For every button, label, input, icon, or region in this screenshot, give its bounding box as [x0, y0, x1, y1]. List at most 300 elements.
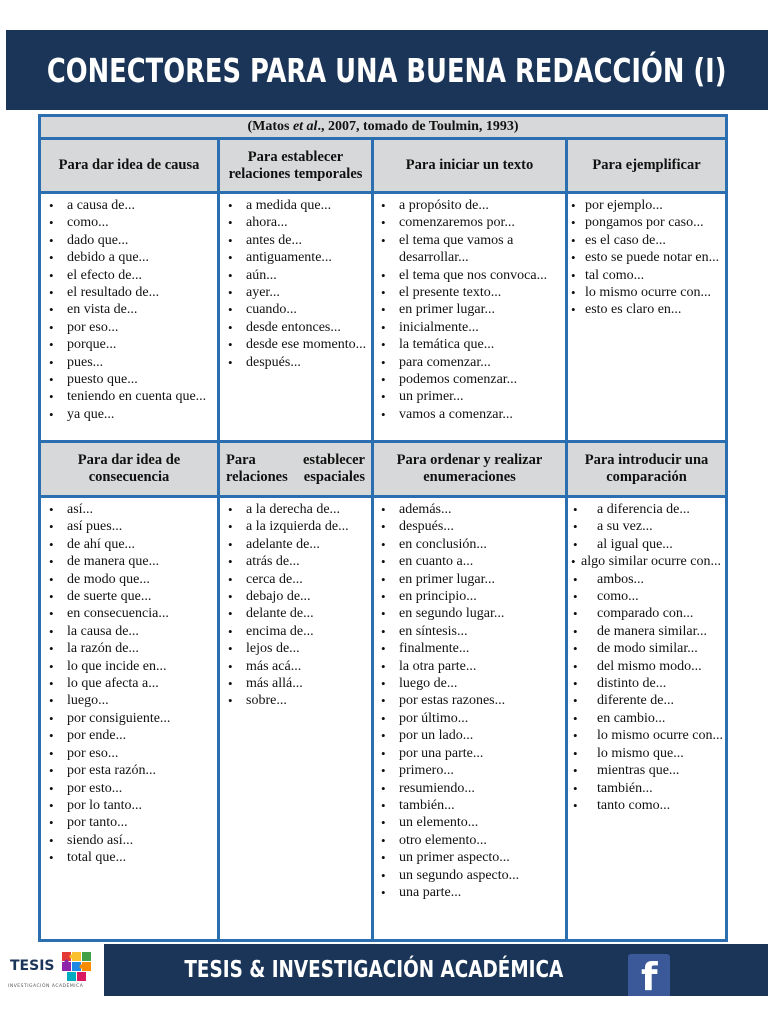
- list-item: [45, 727, 215, 744]
- list-item-text: lo mismo ocurre con...: [585, 285, 711, 301]
- list-item-text: luego...: [67, 693, 109, 709]
- bullet-icon: •: [49, 302, 54, 318]
- list-item-text: inicialmente...: [399, 319, 479, 335]
- list-item: [569, 797, 723, 814]
- list-item-text: de modo similar...: [597, 641, 698, 657]
- list-item: [377, 388, 563, 405]
- list-item-text: en consecuencia...: [67, 606, 169, 622]
- list-item-text: al igual que...: [597, 536, 673, 552]
- list-item-text: el tema que vamos a desarrollar...: [399, 232, 514, 266]
- bullet-icon: •: [571, 198, 576, 213]
- bullet-icon: •: [49, 215, 54, 231]
- bullet-icon: •: [381, 267, 386, 283]
- list-item-text: una parte...: [399, 884, 462, 900]
- list-item-text: resumiendo...: [399, 780, 475, 796]
- bullet-icon: •: [381, 710, 386, 726]
- list-item: [45, 284, 215, 301]
- bullet-icon: •: [381, 658, 386, 674]
- list-item-text: ahora...: [246, 215, 288, 231]
- list-item-text: lo mismo que...: [597, 745, 684, 761]
- logo-subtitle: INVESTIGACIÓN ACADÉMICA: [8, 984, 84, 989]
- puzzle-logo-icon: [60, 950, 96, 984]
- bullet-icon: •: [49, 285, 54, 301]
- bullet-icon: •: [573, 763, 578, 779]
- list-item-text: podemos comenzar...: [399, 372, 518, 388]
- list-item-text: porque...: [67, 337, 117, 353]
- list-item-text: debajo de...: [246, 589, 311, 605]
- bullet-icon: •: [49, 337, 54, 353]
- list-item: [45, 623, 215, 640]
- list-item-text: además...: [399, 502, 452, 517]
- bullet-icon: •: [573, 745, 578, 761]
- bullet-icon: •: [573, 658, 578, 674]
- bullet-icon: •: [381, 884, 386, 900]
- list-item-text: más allá...: [246, 676, 303, 692]
- list-item: [569, 197, 723, 214]
- bullet-icon: •: [381, 832, 386, 848]
- bullet-icon: •: [49, 606, 54, 622]
- list-item-text: el efecto de...: [67, 267, 143, 283]
- header-comparacion: Para introducir una comparación: [568, 443, 725, 495]
- list-item: [569, 640, 723, 657]
- connectors-table: [38, 114, 728, 942]
- list-item-text: por consiguiente...: [67, 710, 171, 726]
- bullet-icon: •: [49, 815, 54, 831]
- list-item: [45, 849, 215, 866]
- list-item: [377, 354, 563, 371]
- list-item-text: por último...: [399, 710, 469, 726]
- list-item-text: en segundo lugar...: [399, 606, 505, 622]
- list-item-text: así...: [67, 502, 94, 517]
- list-item-text: puesto que...: [67, 372, 138, 388]
- list-item-text: desde entonces...: [246, 319, 341, 335]
- list-item: [569, 214, 723, 231]
- list-item-text: en vista de...: [67, 302, 138, 318]
- list-item: [224, 692, 369, 709]
- list-item: [224, 623, 369, 640]
- list-item: [569, 710, 723, 727]
- footer-title-text: TESIS & INVESTIGACIÓN ACADÉMICA: [184, 957, 564, 983]
- page-title: CONECTORES PARA UNA BUENA REDACCIÓN (I): [47, 50, 727, 90]
- list-item: [45, 797, 215, 814]
- column-divider: [217, 137, 220, 939]
- bullet-icon: •: [381, 372, 386, 388]
- list-item: [377, 197, 563, 214]
- list-item-text: por ejemplo...: [585, 198, 663, 213]
- list-item: [377, 553, 563, 570]
- list-item: [224, 354, 369, 371]
- bullet-icon: •: [381, 519, 386, 535]
- bullet-icon: •: [381, 623, 386, 639]
- list-item-text: por lo tanto...: [67, 797, 143, 813]
- list-item-text: como...: [597, 589, 639, 605]
- citation: [41, 117, 725, 139]
- bullet-icon: •: [573, 589, 578, 605]
- list-item-text: ayer...: [246, 285, 280, 301]
- bullet-icon: •: [573, 780, 578, 796]
- list-item-text: en conclusión...: [399, 536, 487, 552]
- citation-italic: et al: [292, 119, 318, 134]
- list-item-text: otro elemento...: [399, 832, 487, 848]
- list-item: [45, 518, 215, 535]
- list-item: [377, 727, 563, 744]
- list-item-text: comenzaremos por...: [399, 215, 515, 231]
- bullet-icon: •: [49, 232, 54, 248]
- bullet-icon: •: [49, 797, 54, 813]
- bullet-icon: •: [49, 780, 54, 796]
- bullet-icon: •: [49, 519, 54, 535]
- header-enumeraciones: Para ordenar y realizar enumeraciones: [374, 443, 565, 495]
- header-espaciales: Para establecer relaciones espaciales: [220, 443, 371, 495]
- list-item-text: lo que afecta a...: [67, 676, 159, 692]
- list-item: [377, 371, 563, 388]
- list-item: [224, 553, 369, 570]
- list-item: [569, 588, 723, 605]
- bullet-icon: •: [381, 850, 386, 866]
- row-divider: [41, 495, 725, 498]
- list-item-text: antiguamente...: [246, 250, 332, 266]
- bullet-icon: •: [228, 536, 233, 552]
- list-item: [377, 232, 563, 267]
- list-item-text: la razón de...: [67, 641, 139, 657]
- list-item: [224, 197, 369, 214]
- list-item: [569, 518, 723, 535]
- list-item: [377, 884, 563, 901]
- bullet-icon: •: [381, 780, 386, 796]
- list-item: [224, 336, 369, 353]
- list-item: [45, 301, 215, 318]
- list-item-text: lo que incide en...: [67, 658, 167, 674]
- list-item-text: a su vez...: [597, 519, 653, 535]
- bullet-icon: •: [49, 502, 54, 517]
- list-item: [224, 249, 369, 266]
- list-item: [224, 536, 369, 553]
- bullet-icon: •: [228, 693, 233, 709]
- list-iniciar: [377, 197, 563, 423]
- list-item-text: más acá...: [246, 658, 302, 674]
- bullet-icon: •: [573, 728, 578, 744]
- list-item-text: un primer aspecto...: [399, 850, 510, 866]
- bullet-icon: •: [228, 502, 233, 517]
- list-item: [377, 762, 563, 779]
- list-item: [377, 640, 563, 657]
- list-item-text: antes de...: [246, 232, 302, 248]
- bullet-icon: •: [381, 745, 386, 761]
- list-item-text: comparado con...: [597, 606, 694, 622]
- bullet-icon: •: [573, 519, 578, 535]
- list-item: [569, 232, 723, 249]
- list-item: [377, 214, 563, 231]
- list-item-text: adelante de...: [246, 536, 320, 552]
- list-item: [224, 232, 369, 249]
- list-item-text: luego de...: [399, 676, 458, 692]
- list-item: [45, 536, 215, 553]
- list-item: [224, 675, 369, 692]
- list-item: [224, 640, 369, 657]
- bullet-icon: •: [573, 606, 578, 622]
- list-item: [45, 780, 215, 797]
- bullet-icon: •: [571, 215, 576, 231]
- facebook-glyph: f: [641, 955, 658, 999]
- bullet-icon: •: [49, 763, 54, 779]
- list-item-text: de ahí que...: [67, 536, 136, 552]
- bullet-icon: •: [573, 693, 578, 709]
- list-item-text: delante de...: [246, 606, 314, 622]
- list-item-text: de manera que...: [67, 554, 160, 570]
- list-item: [45, 605, 215, 622]
- list-item: [377, 832, 563, 849]
- bullet-icon: •: [573, 571, 578, 587]
- list-item: [569, 553, 723, 570]
- list-temporales: [224, 197, 369, 371]
- bullet-icon: •: [49, 623, 54, 639]
- bullet-icon: •: [381, 589, 386, 605]
- bullet-icon: •: [49, 536, 54, 552]
- list-item-text: aún...: [246, 267, 277, 283]
- list-item-text: en cuanto a...: [399, 554, 474, 570]
- list-item: [45, 553, 215, 570]
- bullet-icon: •: [381, 285, 386, 301]
- bullet-icon: •: [571, 250, 576, 266]
- bullet-icon: •: [49, 745, 54, 761]
- header-temporales: Para establecer relaciones temporales: [220, 140, 371, 191]
- bullet-icon: •: [381, 763, 386, 779]
- bullet-icon: •: [228, 250, 233, 266]
- bullet-icon: •: [573, 623, 578, 639]
- bullet-icon: •: [49, 693, 54, 709]
- list-item: [224, 605, 369, 622]
- list-item: [377, 284, 563, 301]
- list-item: [45, 745, 215, 762]
- bullet-icon: •: [49, 571, 54, 587]
- bullet-icon: •: [49, 710, 54, 726]
- bullet-icon: •: [381, 354, 386, 370]
- list-item: [45, 232, 215, 249]
- list-item: [224, 267, 369, 284]
- list-item: [569, 267, 723, 284]
- bullet-icon: •: [49, 832, 54, 848]
- list-item-text: un segundo aspecto...: [399, 867, 520, 883]
- facebook-icon[interactable]: [628, 954, 670, 999]
- list-item: [224, 518, 369, 535]
- bullet-icon: •: [381, 502, 386, 517]
- list-item-text: a diferencia de...: [597, 502, 690, 517]
- header-iniciar: Para iniciar un texto: [374, 140, 565, 191]
- bullet-icon: •: [228, 606, 233, 622]
- list-item: [569, 501, 723, 518]
- header-consecuencia: Para dar idea de consecuencia: [41, 443, 217, 495]
- bullet-icon: •: [571, 232, 576, 248]
- list-item-text: finalmente...: [399, 641, 470, 657]
- list-item: [569, 301, 723, 318]
- list-item: [377, 406, 563, 423]
- list-item: [45, 197, 215, 214]
- list-item-text: esto es claro en...: [585, 302, 682, 318]
- list-item-text: por eso...: [67, 745, 119, 761]
- list-item-text: lejos de...: [246, 641, 300, 657]
- list-item: [45, 588, 215, 605]
- list-item-text: pues...: [67, 354, 104, 370]
- header-ejemplificar: Para ejemplificar: [568, 140, 725, 191]
- list-item-text: dado que...: [67, 232, 129, 248]
- list-item-text: por un lado...: [399, 728, 474, 744]
- list-item: [569, 762, 723, 779]
- list-item-text: por ende...: [67, 728, 127, 744]
- list-item-text: total que...: [67, 850, 127, 866]
- list-item-text: a la derecha de...: [246, 502, 341, 517]
- list-item-text: también...: [399, 797, 455, 813]
- list-item: [377, 336, 563, 353]
- bullet-icon: •: [381, 867, 386, 883]
- list-item: [224, 571, 369, 588]
- bullet-icon: •: [49, 589, 54, 605]
- citation-text: (Matos: [247, 119, 293, 134]
- bullet-icon: •: [573, 797, 578, 813]
- list-item-text: es el caso de...: [585, 232, 666, 248]
- bullet-icon: •: [228, 571, 233, 587]
- list-item-text: el presente texto...: [399, 285, 502, 301]
- list-item: [377, 605, 563, 622]
- bullet-icon: •: [49, 250, 54, 266]
- list-item-text: siendo así...: [67, 832, 134, 848]
- bullet-icon: •: [228, 337, 233, 353]
- list-ejemplificar: [569, 197, 723, 319]
- bullet-icon: •: [49, 554, 54, 570]
- bullet-icon: •: [228, 623, 233, 639]
- list-item-text: teniendo en cuenta que...: [67, 389, 207, 405]
- list-item: [45, 640, 215, 657]
- list-item: [569, 571, 723, 588]
- list-item: [224, 319, 369, 336]
- bullet-icon: •: [571, 285, 576, 301]
- list-item: [569, 249, 723, 266]
- list-item-text: un elemento...: [399, 815, 479, 831]
- list-item: [45, 501, 215, 518]
- list-item-text: ambos...: [597, 571, 645, 587]
- list-item-text: desde ese momento...: [246, 337, 367, 353]
- list-item: [377, 658, 563, 675]
- bullet-icon: •: [49, 354, 54, 370]
- list-item-text: mientras que...: [597, 763, 680, 779]
- column-divider: [371, 137, 374, 939]
- list-item: [377, 536, 563, 553]
- bullet-icon: •: [228, 589, 233, 605]
- list-item-text: por esta razón...: [67, 763, 157, 779]
- list-item-text: pongamos por caso...: [585, 215, 704, 231]
- list-item: [377, 623, 563, 640]
- list-item: [569, 727, 723, 744]
- bullet-icon: •: [49, 372, 54, 388]
- bullet-icon: •: [49, 728, 54, 744]
- list-item: [569, 780, 723, 797]
- list-item-text: a medida que...: [246, 198, 332, 213]
- bullet-icon: •: [228, 658, 233, 674]
- list-item: [377, 692, 563, 709]
- list-item-text: de manera similar...: [597, 623, 708, 639]
- list-item: [377, 849, 563, 866]
- list-item-text: tal como...: [585, 267, 645, 283]
- list-item-text: tanto como...: [597, 797, 671, 813]
- bullet-icon: •: [228, 232, 233, 248]
- bullet-icon: •: [49, 641, 54, 657]
- list-item-text: de suerte que...: [67, 589, 152, 605]
- list-espaciales: [224, 501, 369, 710]
- bullet-icon: •: [381, 676, 386, 692]
- bullet-icon: •: [573, 676, 578, 692]
- list-item: [45, 406, 215, 423]
- list-item: [377, 518, 563, 535]
- list-item-text: a la izquierda de...: [246, 519, 349, 535]
- list-item-text: diferente de...: [597, 693, 674, 709]
- list-item-text: en síntesis...: [399, 623, 468, 639]
- tesis-logo: [4, 946, 102, 994]
- title-banner: [6, 30, 768, 110]
- list-item: [377, 675, 563, 692]
- bullet-icon: •: [571, 302, 576, 318]
- list-item: [45, 832, 215, 849]
- list-item: [45, 388, 215, 405]
- list-item: [224, 214, 369, 231]
- footer: [0, 944, 768, 999]
- list-item-text: lo mismo ocurre con...: [597, 728, 723, 744]
- list-item-text: atrás de...: [246, 554, 300, 570]
- list-item: [45, 692, 215, 709]
- list-item-text: también...: [597, 780, 653, 796]
- list-item-text: vamos a comenzar...: [399, 406, 513, 422]
- list-item-text: encima de...: [246, 623, 314, 639]
- list-item-text: en primer lugar...: [399, 302, 496, 318]
- list-item-text: así pues...: [67, 519, 123, 535]
- list-item-text: de modo que...: [67, 571, 150, 587]
- list-item-text: para comenzar...: [399, 354, 491, 370]
- logo-word: TESIS: [10, 958, 55, 974]
- bullet-icon: •: [571, 554, 576, 570]
- bullet-icon: •: [228, 285, 233, 301]
- list-item-text: distinto de...: [597, 676, 667, 692]
- bullet-icon: •: [228, 641, 233, 657]
- bullet-icon: •: [381, 571, 386, 587]
- list-item-text: a propósito de...: [399, 198, 489, 213]
- list-item: [45, 354, 215, 371]
- list-item: [377, 571, 563, 588]
- list-item-text: el resultado de...: [67, 285, 160, 301]
- bullet-icon: •: [381, 815, 386, 831]
- bullet-icon: •: [228, 198, 233, 213]
- list-consecuencia: [45, 501, 215, 867]
- list-item: [45, 319, 215, 336]
- list-item-text: en primer lugar...: [399, 571, 496, 587]
- list-item: [45, 658, 215, 675]
- list-item-text: en principio...: [399, 589, 477, 605]
- list-item: [45, 249, 215, 266]
- bullet-icon: •: [49, 406, 54, 422]
- bullet-icon: •: [49, 850, 54, 866]
- list-item: [377, 319, 563, 336]
- list-item-text: por tanto...: [67, 815, 128, 831]
- bullet-icon: •: [228, 319, 233, 335]
- list-item-text: el tema que nos convoca...: [399, 267, 548, 283]
- bullet-icon: •: [49, 267, 54, 283]
- bullet-icon: •: [381, 536, 386, 552]
- list-item: [569, 692, 723, 709]
- bullet-icon: •: [573, 536, 578, 552]
- list-item-text: cerca de...: [246, 571, 303, 587]
- list-item-text: ya que...: [67, 406, 115, 422]
- bullet-icon: •: [228, 554, 233, 570]
- bullet-icon: •: [381, 606, 386, 622]
- bullet-icon: •: [381, 389, 386, 405]
- list-item: [569, 605, 723, 622]
